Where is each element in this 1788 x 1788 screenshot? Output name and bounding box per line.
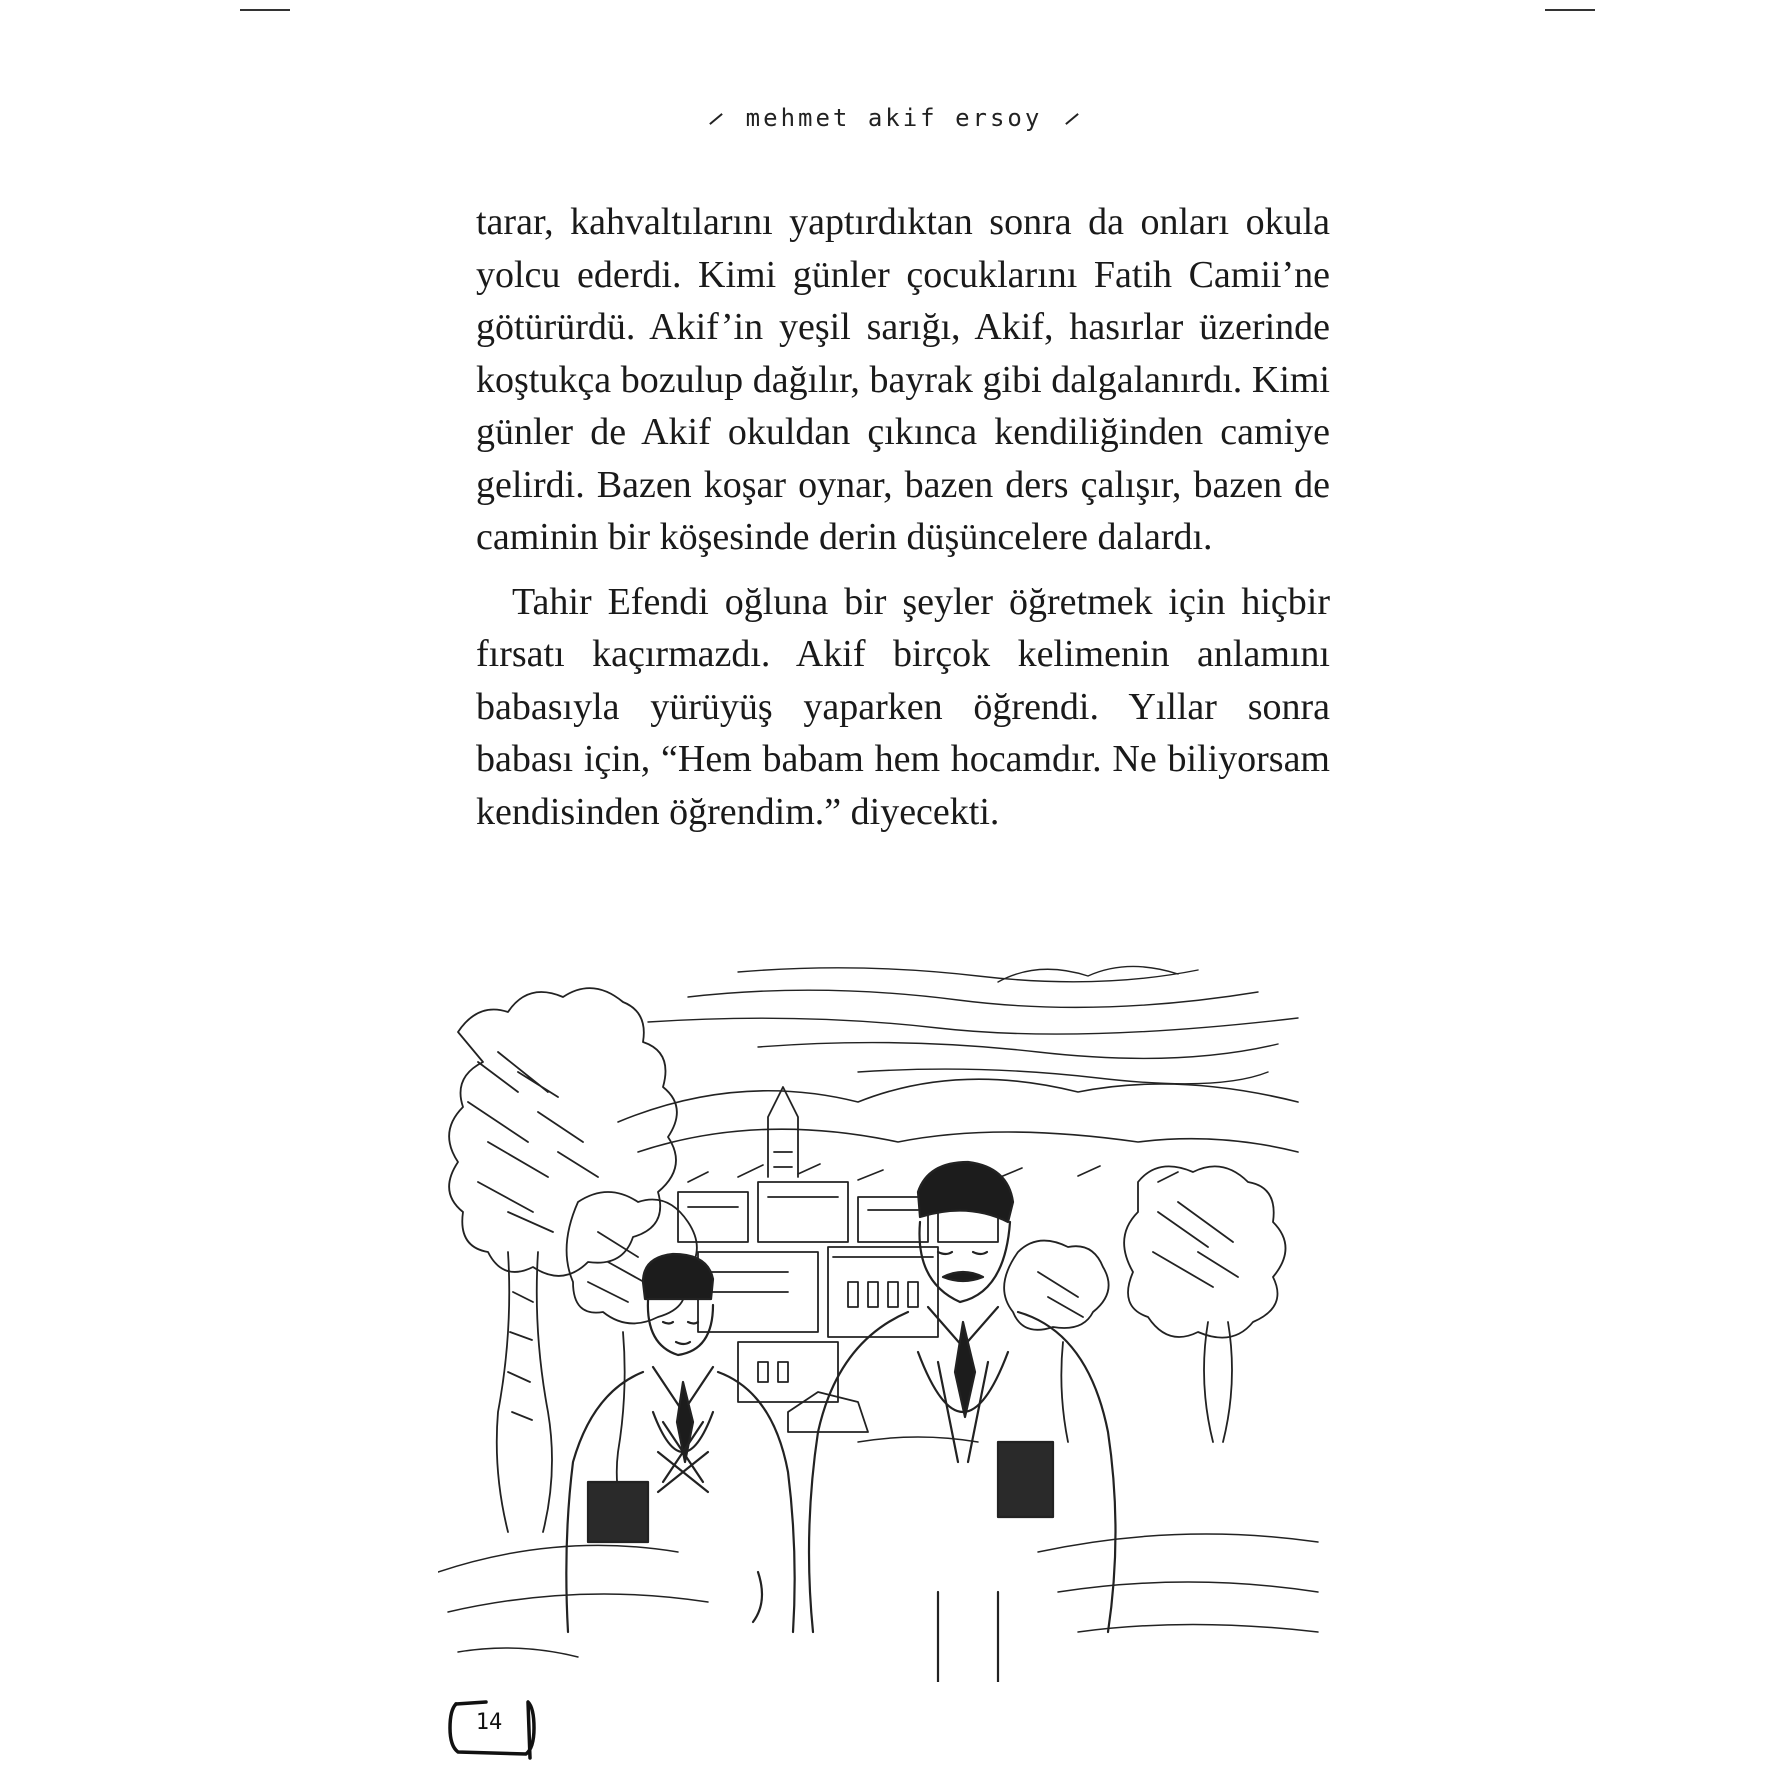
boy-figure — [566, 1254, 794, 1632]
body-text — [476, 196, 1330, 838]
man-figure — [809, 1162, 1116, 1682]
running-title: mehmet akif ersoy — [745, 104, 1043, 132]
slash-right-icon — [1066, 113, 1080, 125]
paragraph-2: Tahir Efendi oğluna bir şeyler öğretmek için hiçbir fırsatı kaçırmazdı. Akif birçok kelimenin anlamını babasıyla yürüyüş yaparken öğrendi. Yıllar sonra babası için, “Hem babam hem hocamdır. Ne biliyorsam kendisinden öğrendim.” diyecekti. — [476, 580, 1330, 833]
illustration-father-and-son-walking — [438, 952, 1328, 1682]
running-head — [0, 104, 1788, 132]
page-number: 14 — [475, 1710, 503, 1735]
slash-left-icon — [709, 113, 723, 125]
paragraph-1: tarar, kahvaltılarını yaptırdıktan sonra da onları okula yolcu ederdi. Kimi günler çocuklarını Fatih Camii’ne götürürdü. Akif’in yeşil sarığı, Akif, hasırlar üzerinde koştukça bozulup dağılır, bayrak gibi dalgalanırdı. Kimi günler de Akif okuldan çıkınca kendiliğinden camiye gelirdi. Bazen koşar oynar, bazen ders çalışır, bazen de caminin bir köşesinde derin düşüncelere dalardı. — [476, 201, 1330, 558]
ground-lines — [438, 1437, 1318, 1657]
crop-mark-left — [240, 9, 290, 11]
crop-mark-right — [1545, 9, 1595, 11]
sky-lines — [648, 966, 1298, 1083]
town — [678, 1087, 998, 1432]
page-number-badge — [446, 1696, 538, 1760]
right-trees — [1004, 1166, 1285, 1442]
